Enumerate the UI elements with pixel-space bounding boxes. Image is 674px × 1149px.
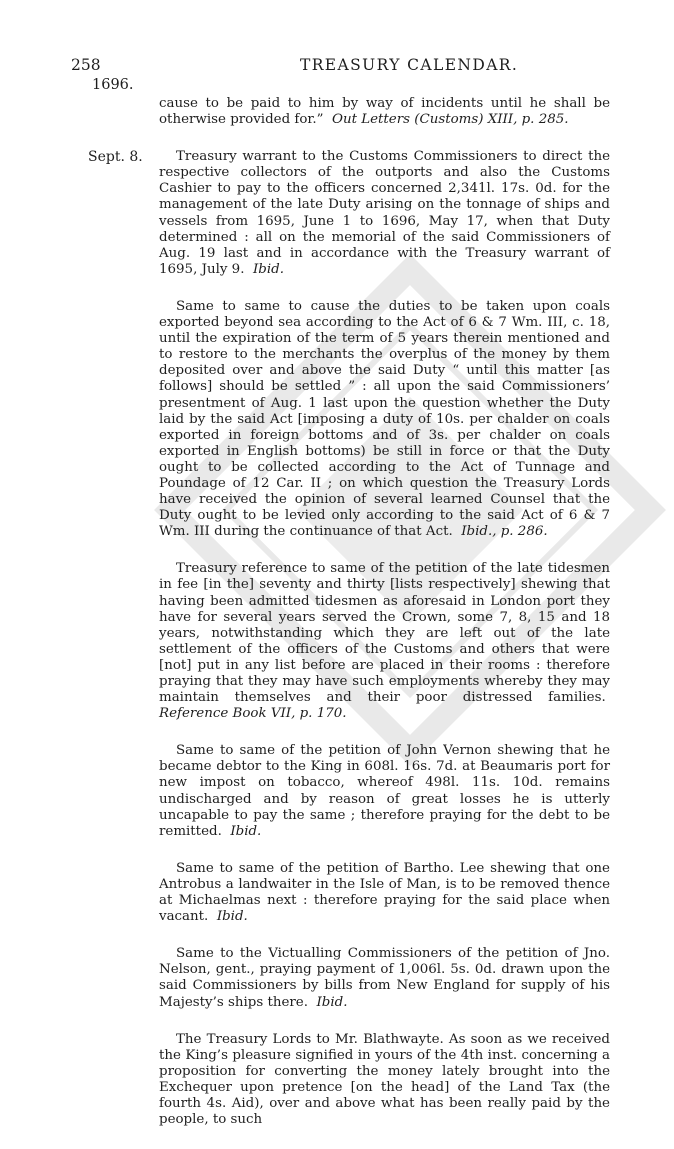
entry-source: Out Letters (Customs) XIII, p. 285. (331, 112, 569, 128)
entry-date: Sept. 8. (88, 149, 143, 166)
page-header (0, 56, 674, 96)
calendar-entry (159, 96, 610, 128)
entry-text: Same to same of the petition of Bartho. Lee shewing that one Antrobus a landwaiter in the Isle of Man, is to be removed thence at Michaelmas next : therefore praying for the said place when vacant. (159, 860, 610, 925)
calendar-entry (159, 946, 610, 1010)
entry-text: Treasury reference to same of the petition of the late tidesmen in fee [in the] seventy and thirty [lists respectively] shewing that having been admitted tidesmen as aforesaid in London port they have for several years served the Crown, some 7, 8, 15 and 18 years, notwithstanding which they are left out of the late settlement of the officers of the Customs and others that were [not] put in any list before are placed in their rooms : therefore praying that they may have such employments whereby they may maintain themselves and their poor distressed families. (159, 561, 610, 706)
page-number: 258 (71, 56, 101, 74)
entry-text: Same to the Victualling Commissioners of the petition of Jno. Nelson, gent., praying payment of 1,006l. 5s. 0d. drawn upon the said Commissioners by bills from New England for supply of his Majesty’s ships there. (159, 946, 610, 1010)
entry-text: Same to same to cause the duties to be taken upon coals exported beyond sea according to the Act of 6 & 7 Wm. III, c. 18, until the expiration of the term of 5 years therein mentioned and to restore to the merchants the overplus of the money by them deposited over and above the said Duty “ until this matter [as follows] should be settled ” : all upon the said Commissioners’ presentment of Aug. 1 last upon the question whether the Duty laid by the said Act [imposing a duty of 10s. per chalder on coals exported in foreign bottoms and of 3s. per chalder on coals exported in English bottoms) be still in force or that the Duty ought to be collected according to the Act of Tunnage and Poundage of 12 Car. II ; on which question the Treasury Lords have received the opinion of several learned Counsel that the Duty ought to be levied only according to the said Act of 6 & 7 Wm. III during the continuance of that Act. (159, 298, 610, 540)
calendar-entry (159, 561, 610, 722)
calendar-entry (159, 743, 610, 840)
entry-text: cause to be paid to him by way of incidents until he shall be otherwise provided for.” (159, 96, 610, 128)
entry-source: Ibid. (316, 994, 348, 1010)
entry-text: Treasury warrant to the Customs Commissioners to direct the respective collectors of the outports and also the Customs Cashier to pay to the officers concerned 2,341l. 17s. 0d. for the management of the late Duty arising on the tonnage of ships and vessels from 1695, June 1 to 1696, May 17, when that Duty determined : all on the memorial of the said Commissioners of Aug. 19 last and in accordance with the Treasury warrant of 1695, July 9. (159, 149, 610, 277)
calendar-entry (159, 1032, 610, 1129)
calendar-entry (159, 861, 610, 925)
running-title: TREASURY CALENDAR. (300, 56, 519, 74)
calendar-entry (88, 149, 610, 278)
year-label: 1696. (92, 77, 134, 93)
entry-text: Same to same of the petition of John Vernon shewing that he became debtor to the King in 608l. 16s. 7d. at Beaumaris port for new impost on tobacco, whereof 498l. 11s. 10d. remains undischarged and by reason of great losses he is utterly uncapable to pay the same ; therefore praying for the debt to be remitted. (159, 743, 610, 839)
entry-source: Ibid., p. 286. (461, 524, 548, 540)
entry-source: Ibid. (216, 909, 248, 925)
calendar-entry (159, 299, 610, 540)
entry-source: Ibid. (252, 261, 284, 277)
calendar-entries (0, 96, 674, 1149)
entry-source: Reference Book VII, p. 170. (159, 706, 347, 722)
entry-text: The Treasury Lords to Mr. Blathwayte. As soon as we received the King’s pleasure signified in yours of the 4th inst. concerning a proposition for converting the money lately brought into the Exchequer upon pretence [on the head] of the Land Tax (the fourth 4s. Aid), over and above what has been really paid by the people, to such (159, 1031, 610, 1128)
entry-source: Ibid. (230, 823, 262, 839)
